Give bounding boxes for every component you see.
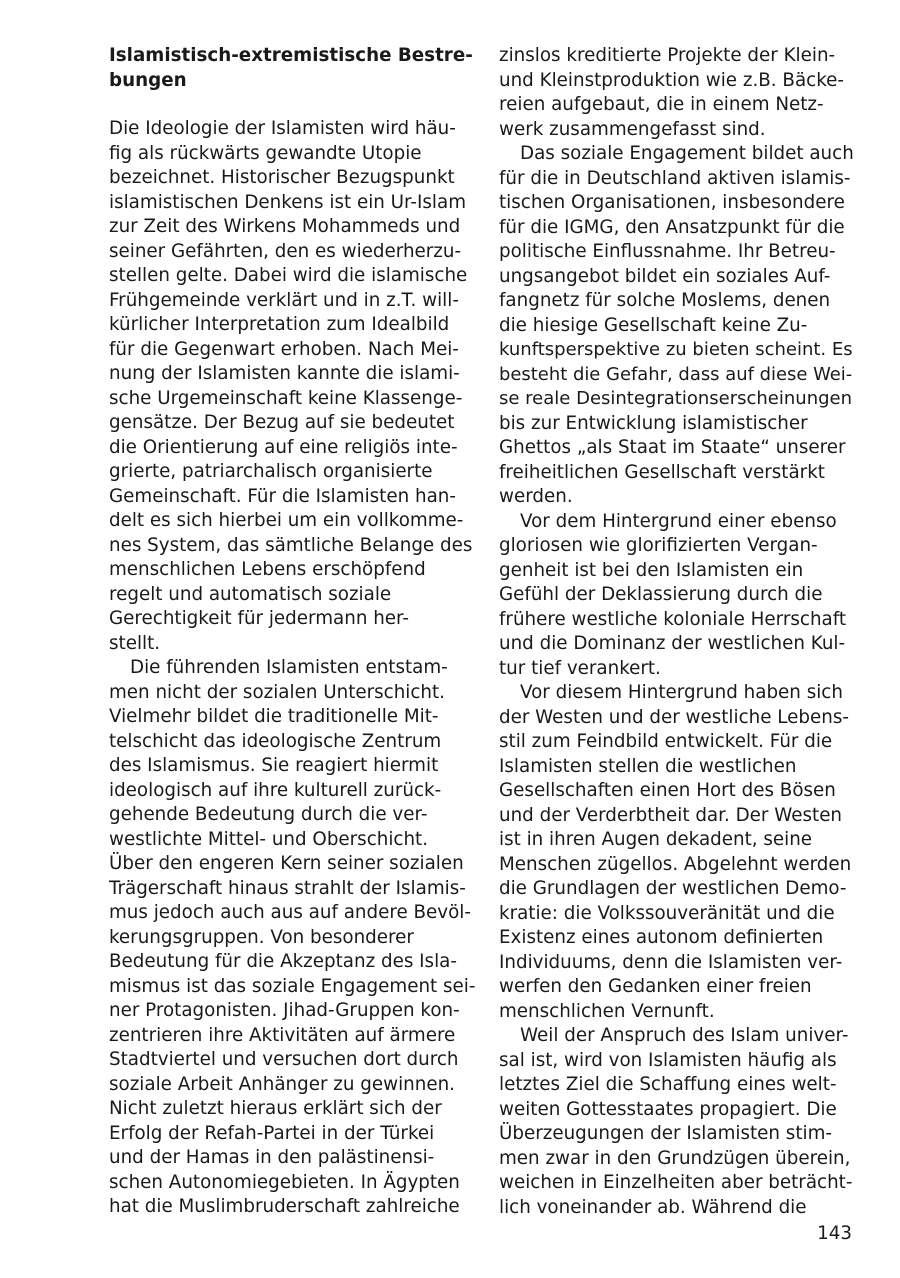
text-line: und Kleinstproduktion wie z.B. Bäcke- [499,69,845,91]
text-line: kerungsgruppen. Von besonderer [109,926,414,948]
text-line: ungsangebot bildet ein soziales Auf- [499,265,831,287]
text-line: kürlicher Interpretation zum Idealbild [109,314,450,335]
text-line: freiheitlichen Gesellschaft verstärkt [499,461,825,483]
text-line: Trägerschaft hinaus strahlt der Islamis- [109,877,466,899]
text-line: Stadtviertel und versuchen dort durch [109,1049,459,1070]
text-line: genheit ist bei den Islamisten ein [499,559,804,581]
text-line: lich voneinander ab. Während die [499,1196,807,1218]
text-line: die Grundlagen der westlichen Demo- [499,878,847,899]
text-line: grierte, patriarchalisch organisierte [109,461,433,482]
paragraph [109,656,479,1220]
text-line: gehende Bedeutung durch die ver- [109,804,428,825]
text-line: Die führenden Islamisten entstam- [130,657,448,678]
text-line: ner Protagonisten. Jihad-Gruppen kon- [109,1000,460,1021]
text-line: die hiesige Gesellschaft keine Zu- [499,314,808,336]
text-line: und die Dominanz der westlichen Kul- [499,633,846,654]
text-line: werk zusammengefasst sind. [499,118,766,140]
text-line: hat die Muslimbruderschaft zahlreiche [109,1196,460,1217]
text-line: sche Urgemeinschaft keine Klassenge- [109,387,463,409]
left-column [109,44,479,1220]
text-line: seiner Gefährten, den es wiederherzu- [109,240,462,262]
text-line: mismus ist das soziale Engagement sei- [109,975,476,997]
text-line: und der Hamas in den palästinensi- [109,1147,435,1168]
text-line: stil zum Feindbild entwickelt. Für die [499,731,833,752]
text-line: zinslos kreditierte Projekte der Klein- [499,45,836,66]
text-line: tur tief verankert. [499,657,661,679]
text-line: Die Ideologie der Islamisten wird häu- [109,118,456,139]
text-line: mus jedoch auch aus auf andere Bevöl- [109,902,471,923]
text-line: soziale Arbeit Anhänger zu gewinnen. [109,1073,455,1095]
text-line: werfen den Gedanken einer freien [499,976,812,997]
text-line: zentrieren ihre Aktivitäten auf ärmere [109,1024,456,1046]
text-line: Existenz eines autonom definierten [499,927,824,948]
text-line: gloriosen wie glorifizierten Vergan- [499,535,818,556]
text-line: Vor dem Hintergrund einer ebenso [520,510,837,532]
text-line: weichen in Einzelheiten aber beträcht- [499,1172,853,1193]
right-column [499,44,854,1220]
text-line: für die IGMG, den Ansatzpunkt für die [499,216,845,238]
text-line: Islamisten stellen die westlichen [499,755,797,777]
text-line: der Westen und der westliche Lebens- [499,706,849,728]
page-number: 143 [817,1223,852,1244]
paragraph [499,44,854,142]
text-line: westlichte Mittel- und Oberschicht. [109,828,429,850]
paragraph [499,1024,854,1220]
text-line: menschlichen Lebens erschöpfend [109,559,426,580]
text-line: bis zur Entwicklung islamistischer [499,412,808,434]
heading-line: bungen [109,69,187,91]
text-line: schen Autonomiegebieten. In Ägypten [109,1171,460,1193]
text-line: Vor diesem Hintergrund haben sich [520,682,843,703]
text-line: Über den engeren Kern seiner sozialen [109,853,464,874]
text-line: frühere westliche koloniale Herrschaft [499,608,847,630]
paragraph [499,142,854,510]
text-line: letztes Ziel die Schaffung eines welt- [499,1074,837,1095]
text-line: se reale Desintegrationserscheinungen [499,388,853,409]
text-line: kunftsperspektive zu bieten scheint. Es [499,339,853,360]
text-line: Das soziale Engagement bildet auch [520,143,854,164]
text-line: nung der Islamisten kannte die islami- [109,363,460,384]
text-line: Gesellschaften einen Hort des Bösen [499,780,836,801]
section-heading [109,44,479,93]
text-line: nes System, das sämtliche Belange des [109,534,473,556]
text-line: sal ist, wird von Islamisten häufig als [499,1049,837,1071]
text-line: Menschen zügellos. Abgelehnt werden [499,853,852,875]
text-line: politische Einflussnahme. Ihr Betreu- [499,241,836,262]
text-line: Vielmehr bildet die traditionelle Mit- [109,706,439,727]
text-line: kratie: die Volkssouveränität und die [499,902,835,924]
text-line: ideologisch auf ihre kulturell zurück- [109,779,442,801]
text-line: für die in Deutschland aktiven islamis- [499,167,851,189]
text-line: Ghettos „als Staat im Staate“ unserer [499,437,846,458]
text-line: Nicht zuletzt hieraus erklärt sich der [109,1098,442,1119]
text-line: Gefühl der Deklassierung durch die [499,584,823,605]
text-line: tischen Organisationen, insbesondere [499,192,845,213]
text-line: besteht die Gefahr, dass auf diese Wei- [499,363,853,385]
paragraph [109,117,479,656]
text-line: stellt. [109,632,161,654]
text-line: fig als rückwärts gewandte Utopie [109,142,422,164]
text-line: für die Gegenwart erhoben. Nach Mei- [109,338,459,360]
text-line: delt es sich hierbei um ein vollkomme- [109,510,464,531]
text-line: zur Zeit des Wirkens Mohammeds und [109,216,461,237]
text-line: Bedeutung für die Akzeptanz des Isla- [109,951,457,972]
text-line: Gemeinschaft. Für die Islamisten han- [109,485,456,507]
left-column-text [109,117,479,1220]
text-line: und der Verderbtheit dar. Der Westen [499,804,843,826]
text-line: bezeichnet. Historischer Bezugspunkt [109,167,455,188]
text-line: fangnetz für solche Moslems, denen [499,290,831,311]
paragraph [499,681,854,1024]
text-line: men zwar in den Grundzügen überein, [499,1147,851,1169]
text-line: men nicht der sozialen Unterschicht. [109,681,445,703]
text-line: die Orientierung auf eine religiös inte- [109,436,458,458]
paragraph [499,510,854,682]
text-line: menschlichen Vernunft. [499,1000,715,1022]
text-line: Überzeugungen der Islamisten stim- [499,1123,832,1144]
text-line: islamistischen Denkens ist ein Ur-Islam [109,191,467,213]
text-line: regelt und automatisch soziale [109,583,392,605]
text-line: Gerechtigkeit für jedermann her- [109,608,409,629]
text-line: Weil der Anspruch des Islam univer- [520,1025,849,1046]
text-line: reien aufgebaut, die in einem Netz- [499,94,824,115]
text-line: gensätze. Der Bezug auf sie bedeutet [109,412,455,433]
text-line: werden. [499,486,573,507]
text-line: telschicht das ideologische Zentrum [109,730,442,752]
text-line: stellen gelte. Dabei wird die islamische [109,265,468,286]
text-line: des Islamismus. Sie reagiert hiermit [109,755,439,776]
text-line: Erfolg der Refah-Partei in der Türkei [109,1122,435,1144]
right-column-text [499,44,854,1220]
text-line: weiten Gottesstaates propagiert. Die [499,1098,837,1120]
text-line: Individuums, denn die Islamisten ver- [499,951,843,973]
text-line: Frühgemeinde verklärt und in z.T. will- [109,289,459,311]
heading-line: Islamistisch-extremistische Bestre- [109,45,473,66]
text-line: ist in ihren Augen dekadent, seine [499,829,813,850]
